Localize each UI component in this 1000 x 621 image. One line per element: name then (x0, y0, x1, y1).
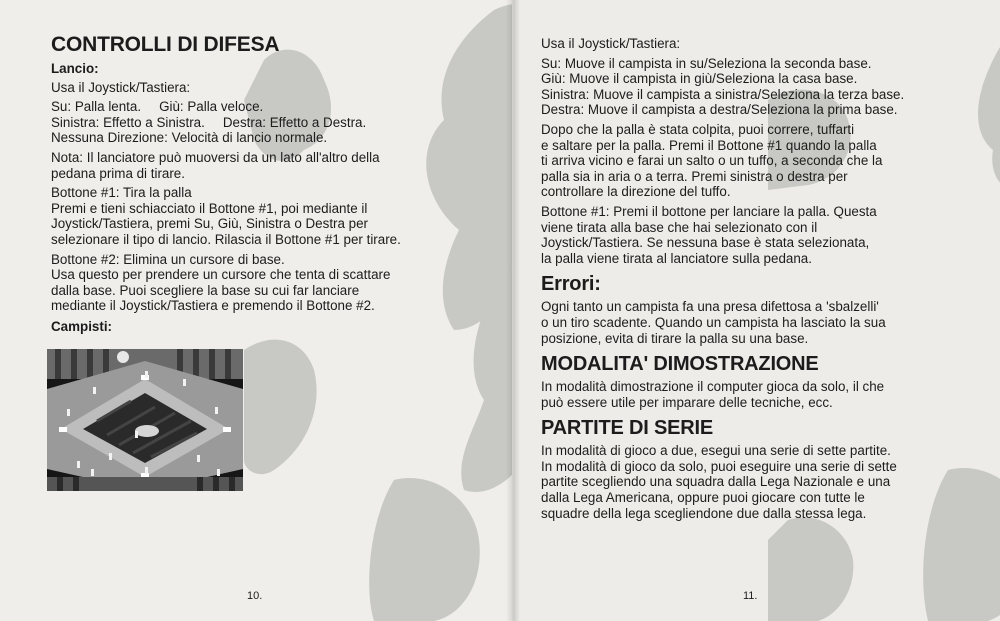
lancio-intro: Usa il Joystick/Tastiera: (51, 79, 191, 95)
campisti-intro: Usa il Joystick/Tastiera: (541, 36, 681, 51)
right-page-content (541, 36, 981, 525)
lancio-nota: Nota: Il lanciatore può muoversi da un lato all'altro della pedana prima di tirare. (51, 149, 380, 181)
page-number-right: 11. (743, 590, 758, 602)
errori-text: Ogni tanto un campista fa una presa difettosa a 'sbalzelli' o un tiro scadente. Quando un campista ha lasciato la sua posizione, evita di tirare la palla su una base. (541, 299, 886, 346)
bottone2-title: Bottone #2: Elimina un cursore di base. (51, 251, 285, 267)
modalita-dimostrazione-heading: MODALITA' DIMOSTRAZIONE (541, 353, 819, 376)
partite-di-serie-heading: PARTITE DI SERIE (541, 417, 714, 440)
lancio-heading: Lancio: (51, 61, 99, 76)
right-page (512, 0, 1000, 621)
campisti-su: Su: Muove il campista in su/Seleziona la seconda base. (541, 55, 872, 71)
lancio-nessuna-direzione: Nessuna Direzione: Velocità di lancio normale. (51, 130, 328, 146)
campisti-heading: Campisti: (51, 318, 113, 334)
lancio-sinistra: Sinistra: Effetto a Sinistra. (51, 114, 205, 130)
errori-heading: Errori: (541, 273, 601, 296)
campisti-giu: Giù: Muove il campista in giù/Seleziona la casa base. (541, 71, 858, 87)
campisti-dopo: Dopo che la palla è stata colpita, puoi correre, tuffarti e saltare per la palla. Premi il Bottone #1 quando la palla ti arriva vicino e farai un salto o un tuffo, a seconda che la palla sia in aria o a terra. Premi sinistra o destra per controllare la direzione del tuffo. (541, 121, 883, 200)
lancio-sinistra-destra-row (51, 115, 461, 131)
modalita-dimostrazione-text: In modalità dimostrazione il computer gioca da solo, il che può essere utile per imparare delle tecniche, ecc. (541, 379, 885, 410)
bottone1-title: Bottone #1: Tira la palla (51, 185, 192, 201)
page-number-left: 10. (247, 590, 263, 602)
lancio-destra: Destra: Effetto a Destra. (222, 114, 367, 130)
campisti-bottone: Bottone #1: Premi il bottone per lanciare la palla. Questa viene tirata alla base che hai selezionato con il Joystick/Tastiera. Se nessuna base è stata selezionata, la palla viene tirata al lanciatore sulla pedana. (541, 203, 877, 266)
partite-di-serie-text: In modalità di gioco a due, esegui una serie di sette partite. In modalità di gioco da solo, puoi eseguire una serie di sette partite scegliendo una squadra dalla Lega Nazionale e una dalla Lega Americana, oppure puoi giocare con tutte le squadre della lega scegliendone due dalla stessa lega. (541, 443, 897, 521)
lancio-su-giu-row (51, 99, 461, 115)
campisti-destra: Destra: Muove il campista a destra/Seleziona la prima base. (541, 102, 898, 118)
lancio-giu: Giù: Palla veloce. (159, 99, 264, 115)
lancio-su: Su: Palla lenta. (51, 99, 142, 115)
page-title: CONTROLLI DI DIFESA (51, 33, 280, 56)
campisti-sinistra: Sinistra: Muove il campista a sinistra/Seleziona la terza base. (541, 86, 905, 102)
game-screenshot (47, 349, 243, 491)
bottone1-text: Premi e tieni schiacciato il Bottone #1, poi mediante il Joystick/Tastiera, premi Su, Giù, Sinistra o Destra per selezionare il tipo di lancio. Rilascia il Bottone #1 per tirare. (51, 200, 401, 247)
left-page-content (51, 33, 461, 338)
bottone2-text: Usa questo per prendere un cursore che tenta di scattare dalla base. Puoi scegliere la base su cui far lanciare mediante il Joystick/Tastiera e premendo il Bottone #2. (51, 267, 391, 314)
book-gutter (506, 0, 520, 621)
